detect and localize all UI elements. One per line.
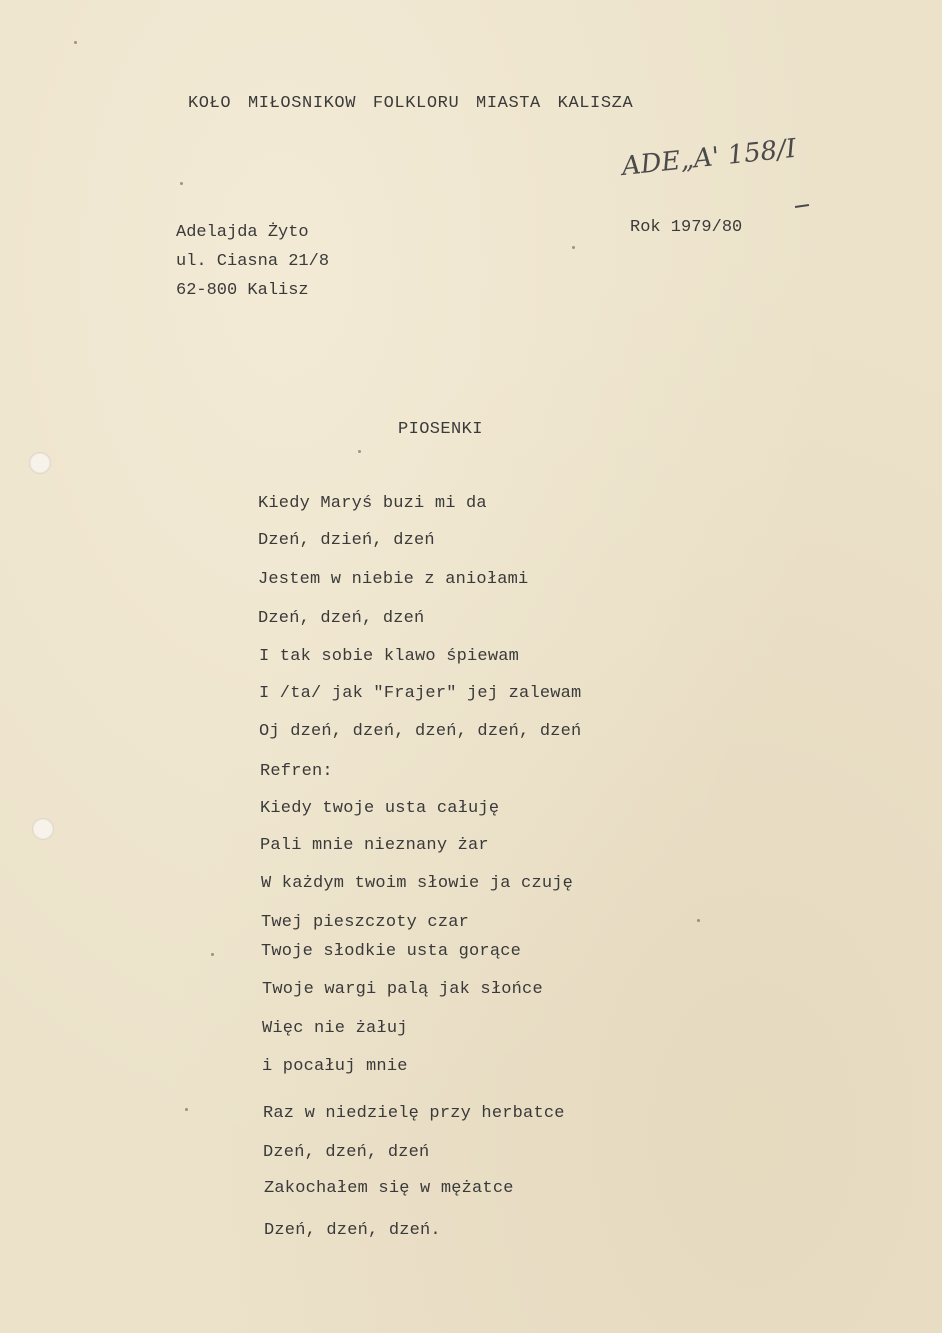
paper-speck (572, 246, 575, 249)
paper-speck (74, 41, 77, 44)
lyric-line: Twoje słodkie usta gorące (261, 942, 522, 961)
paper-speck (211, 953, 214, 956)
refrain-label: Refren: (260, 762, 333, 781)
lyric-line: Twoje wargi palą jak słońce (262, 980, 543, 999)
lyric-line: Raz w niedzielę przy herbatce (263, 1104, 565, 1123)
handwritten-archive-mark: ADE„A' 158/I (620, 133, 798, 182)
lyric-line: W każdym twoim słowie ja czuję (261, 874, 574, 893)
lyric-line: Kiedy twoje usta całuję (260, 799, 500, 818)
paper-speck (180, 182, 183, 185)
document-title: PIOSENKI (398, 420, 483, 439)
lyric-line: Więc nie żałuj (262, 1019, 408, 1038)
lyric-line: Pali mnie nieznany żar (260, 836, 489, 855)
paper-speck (185, 1108, 188, 1111)
paper-speck (358, 450, 361, 453)
lyric-line: Dzeń, dzeń, dzeń (258, 609, 425, 628)
lyric-line: Twej pieszczoty czar (261, 913, 470, 932)
author-street: ul. Ciasna 21/8 (176, 252, 330, 271)
lyric-line: Zakochałem się w mężatce (264, 1179, 514, 1198)
lyric-line: Dzeń, dzień, dzeń (258, 531, 435, 550)
lyric-line: I tak sobie klawo śpiewam (259, 647, 520, 666)
lyric-line: Jestem w niebie z aniołami (258, 570, 529, 589)
lyric-line: Dzeń, dzeń, dzeń. (264, 1221, 441, 1240)
lyric-line: Kiedy Maryś buzi mi da (258, 494, 487, 513)
lyric-line: I /ta/ jak "Frajer" jej zalewam (259, 684, 582, 703)
paper-speck (697, 919, 700, 922)
author-city: 62-800 Kalisz (176, 281, 309, 300)
organization-header: KOŁO MIŁOSNIKOW FOLKLORU MIASTA KALISZA (188, 94, 634, 113)
lyric-line: Oj dzeń, dzeń, dzeń, dzeń, dzeń (259, 722, 582, 741)
document-year: Rok 1979/80 (630, 218, 743, 237)
lyric-line: i pocałuj mnie (262, 1057, 408, 1076)
author-name: Adelajda Żyto (176, 223, 309, 242)
lyric-line: Dzeń, dzeń, dzeń (263, 1143, 430, 1162)
